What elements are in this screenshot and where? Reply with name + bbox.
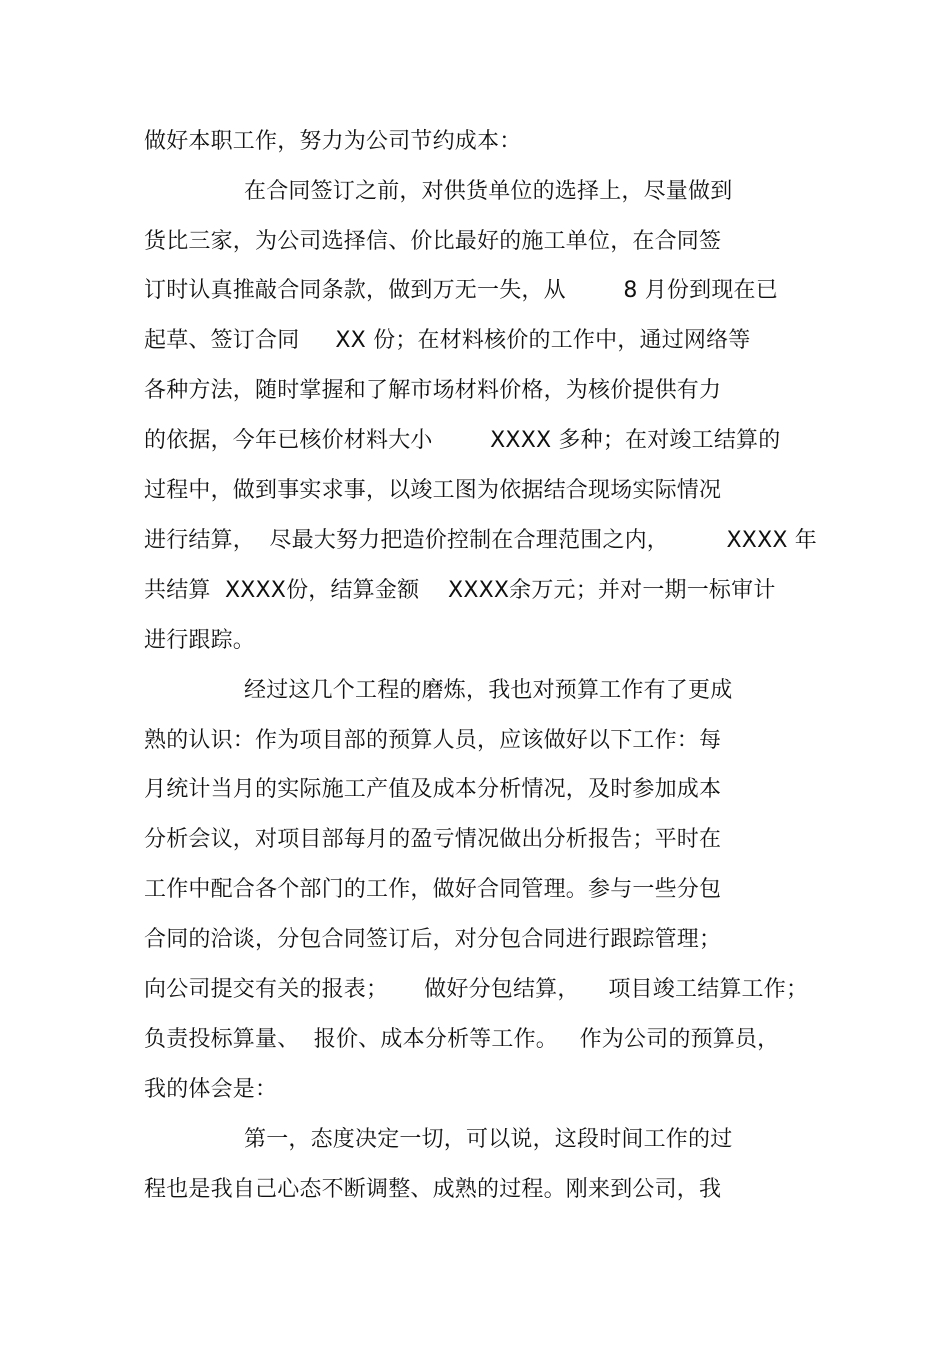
text-line: 过程中，做到事实求事，以竣工图为依据结合现场实际情况 bbox=[144, 478, 722, 503]
text-line: 负责投标算量、 报价、成本分析等工作。 作为公司的预算员， bbox=[144, 1027, 780, 1052]
text-line: 熟的认识：作为项目部的预算人员，应该做好以下工作：每 bbox=[144, 728, 722, 753]
text-line: 共结算 XXXX份，结算金额 XXXX余万元；并对一期一标审计 bbox=[144, 578, 776, 603]
text-line: 向公司提交有关的报表； 做好分包结算， 项目竣工结算工作； bbox=[144, 977, 809, 1002]
text-line: 货比三家，为公司选择信、价比最好的施工单位，在合同签 bbox=[144, 229, 722, 254]
text-line: 进行跟踪。 bbox=[144, 628, 256, 653]
text-line: 我的体会是： bbox=[144, 1077, 278, 1102]
text-line: 订时认真推敲合同条款，做到万无一失，从 8 月份到现在已 bbox=[144, 278, 778, 303]
paragraph-first-line: 经过这几个工程的磨炼，我也对预算工作有了更成 bbox=[244, 678, 733, 703]
text-line: 起草、签订合同 XX 份；在材料核价的工作中，通过网络等 bbox=[144, 328, 751, 353]
text-line: 的依据，今年已核价材料大小 XXXX 多种；在对竣工结算的 bbox=[144, 428, 781, 453]
text-line: 程也是我自己心态不断调整、成熟的过程。刚来到公司，我 bbox=[144, 1177, 722, 1202]
paragraph-first-line: 在合同签订之前，对供货单位的选择上，尽量做到 bbox=[244, 179, 733, 204]
text-line: 分析会议，对项目部每月的盈亏情况做出分析报告；平时在 bbox=[144, 827, 722, 852]
text-line: 各种方法，随时掌握和了解市场材料价格，为核价提供有力 bbox=[144, 378, 722, 403]
paragraph-first-line: 第一，态度决定一切，可以说，这段时间工作的过 bbox=[244, 1127, 733, 1152]
text-line: 做好本职工作，努力为公司节约成本： bbox=[144, 129, 522, 154]
text-line: 月统计当月的实际施工产值及成本分析情况，及时参加成本 bbox=[144, 777, 722, 802]
text-line: 合同的洽谈，分包合同签订后，对分包合同进行跟踪管理； bbox=[144, 927, 722, 952]
text-line: 工作中配合各个部门的工作，做好合同管理。参与一些分包 bbox=[144, 877, 722, 902]
text-line: 进行结算， 尽最大努力把造价控制在合理范围之内， XXXX 年 bbox=[144, 528, 818, 553]
